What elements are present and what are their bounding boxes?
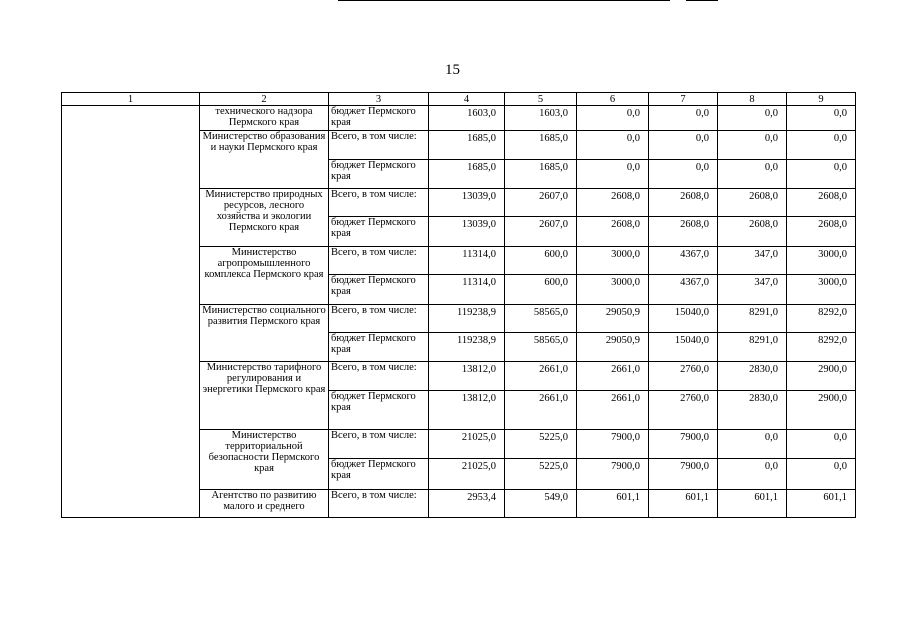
funding-source-cell: бюджет Пермского края [329, 391, 429, 430]
amount-cell: 2830,0 [718, 391, 787, 430]
amount-cell: 601,1 [787, 490, 856, 518]
amount-cell: 347,0 [718, 275, 787, 305]
column-header: 8 [718, 93, 787, 106]
amount-cell: 0,0 [649, 106, 718, 131]
amount-cell: 2608,0 [718, 217, 787, 247]
funding-source-cell: Всего, в том числе: [329, 189, 429, 217]
funding-source-cell: бюджет Пермского края [329, 217, 429, 247]
amount-cell: 29050,9 [577, 333, 649, 362]
amount-cell: 1603,0 [429, 106, 505, 131]
column-header: 2 [200, 93, 329, 106]
column-header: 4 [429, 93, 505, 106]
funding-source-cell: бюджет Пермского края [329, 160, 429, 189]
amount-cell: 13039,0 [429, 189, 505, 217]
amount-cell: 7900,0 [577, 459, 649, 490]
amount-cell: 119238,9 [429, 305, 505, 333]
amount-cell: 0,0 [577, 106, 649, 131]
amount-cell: 0,0 [718, 430, 787, 459]
amount-cell: 2608,0 [718, 189, 787, 217]
amount-cell: 0,0 [649, 131, 718, 160]
amount-cell: 2760,0 [649, 391, 718, 430]
amount-cell: 1685,0 [429, 160, 505, 189]
amount-cell: 2900,0 [787, 362, 856, 391]
funding-source-cell: бюджет Пермского края [329, 333, 429, 362]
amount-cell: 2661,0 [577, 362, 649, 391]
amount-cell: 8291,0 [718, 305, 787, 333]
funding-source-cell: бюджет Пермского края [329, 106, 429, 131]
amount-cell: 2607,0 [505, 189, 577, 217]
amount-cell: 0,0 [787, 106, 856, 131]
amount-cell: 8292,0 [787, 333, 856, 362]
amount-cell: 0,0 [718, 459, 787, 490]
amount-cell: 549,0 [505, 490, 577, 518]
amount-cell: 2608,0 [649, 189, 718, 217]
organization-name-cell: Министерство территориальной безопасности Пермского края [200, 430, 329, 490]
amount-cell: 601,1 [718, 490, 787, 518]
amount-cell: 2953,4 [429, 490, 505, 518]
amount-cell: 2608,0 [787, 189, 856, 217]
amount-cell: 3000,0 [787, 247, 856, 275]
table-row [62, 106, 856, 131]
amount-cell: 58565,0 [505, 333, 577, 362]
amount-cell: 347,0 [718, 247, 787, 275]
organization-name-cell: Министерство образования и науки Пермского края [200, 131, 329, 189]
amount-cell: 0,0 [577, 131, 649, 160]
funding-source-cell: Всего, в том числе: [329, 305, 429, 333]
organization-name-cell: Министерство агропромышленного комплекса Пермского края [200, 247, 329, 305]
amount-cell: 3000,0 [577, 275, 649, 305]
amount-cell: 13812,0 [429, 362, 505, 391]
organization-name-cell: технического надзора Пермского края [200, 106, 329, 131]
column-header: 1 [62, 93, 200, 106]
amount-cell: 11314,0 [429, 247, 505, 275]
column-header: 5 [505, 93, 577, 106]
amount-cell: 7900,0 [649, 459, 718, 490]
amount-cell: 601,1 [577, 490, 649, 518]
column-header: 9 [787, 93, 856, 106]
amount-cell: 2608,0 [577, 217, 649, 247]
page-number: 15 [445, 62, 460, 78]
column-header: 7 [649, 93, 718, 106]
column-header: 3 [329, 93, 429, 106]
organization-name-cell: Министерство тарифного регулирования и энергетики Пермского края [200, 362, 329, 430]
organization-name-cell: Министерство социального развития Пермского края [200, 305, 329, 362]
amount-cell: 0,0 [787, 459, 856, 490]
funding-source-cell: бюджет Пермского края [329, 275, 429, 305]
amount-cell: 2661,0 [577, 391, 649, 430]
amount-cell: 21025,0 [429, 459, 505, 490]
amount-cell: 15040,0 [649, 333, 718, 362]
amount-cell: 2760,0 [649, 362, 718, 391]
table-header-row [62, 93, 856, 106]
amount-cell: 11314,0 [429, 275, 505, 305]
amount-cell: 2661,0 [505, 391, 577, 430]
amount-cell: 2608,0 [787, 217, 856, 247]
top-rule [338, 0, 670, 1]
amount-cell: 600,0 [505, 247, 577, 275]
amount-cell: 8291,0 [718, 333, 787, 362]
organization-name-cell: Министерство природных ресурсов, лесного хозяйства и экологии Пермского края [200, 189, 329, 247]
funding-source-cell: бюджет Пермского края [329, 459, 429, 490]
amount-cell: 0,0 [787, 131, 856, 160]
amount-cell: 1603,0 [505, 106, 577, 131]
amount-cell: 4367,0 [649, 275, 718, 305]
amount-cell: 3000,0 [577, 247, 649, 275]
amount-cell: 119238,9 [429, 333, 505, 362]
amount-cell: 3000,0 [787, 275, 856, 305]
amount-cell: 0,0 [718, 106, 787, 131]
amount-cell: 21025,0 [429, 430, 505, 459]
amount-cell: 4367,0 [649, 247, 718, 275]
amount-cell: 0,0 [787, 160, 856, 189]
funding-source-cell: Всего, в том числе: [329, 131, 429, 160]
amount-cell: 15040,0 [649, 305, 718, 333]
amount-cell: 600,0 [505, 275, 577, 305]
amount-cell: 7900,0 [577, 430, 649, 459]
amount-cell: 5225,0 [505, 430, 577, 459]
amount-cell: 13039,0 [429, 217, 505, 247]
budget-table [61, 92, 856, 518]
amount-cell: 0,0 [718, 160, 787, 189]
amount-cell: 2607,0 [505, 217, 577, 247]
amount-cell: 7900,0 [649, 430, 718, 459]
amount-cell: 1685,0 [505, 160, 577, 189]
blank-first-column-cell [62, 106, 200, 518]
amount-cell: 2900,0 [787, 391, 856, 430]
column-header: 6 [577, 93, 649, 106]
amount-cell: 5225,0 [505, 459, 577, 490]
amount-cell: 13812,0 [429, 391, 505, 430]
amount-cell: 0,0 [577, 160, 649, 189]
funding-source-cell: Всего, в том числе: [329, 362, 429, 391]
amount-cell: 29050,9 [577, 305, 649, 333]
organization-name-cell: Агентство по развитию малого и среднего [200, 490, 329, 518]
amount-cell: 0,0 [718, 131, 787, 160]
amount-cell: 8292,0 [787, 305, 856, 333]
amount-cell: 2608,0 [649, 217, 718, 247]
funding-source-cell: Всего, в том числе: [329, 247, 429, 275]
amount-cell: 58565,0 [505, 305, 577, 333]
amount-cell: 2661,0 [505, 362, 577, 391]
amount-cell: 1685,0 [429, 131, 505, 160]
funding-source-cell: Всего, в том числе: [329, 490, 429, 518]
amount-cell: 601,1 [649, 490, 718, 518]
amount-cell: 2830,0 [718, 362, 787, 391]
funding-source-cell: Всего, в том числе: [329, 430, 429, 459]
amount-cell: 1685,0 [505, 131, 577, 160]
amount-cell: 0,0 [787, 430, 856, 459]
top-rule-short [686, 0, 718, 1]
amount-cell: 2608,0 [577, 189, 649, 217]
amount-cell: 0,0 [649, 160, 718, 189]
